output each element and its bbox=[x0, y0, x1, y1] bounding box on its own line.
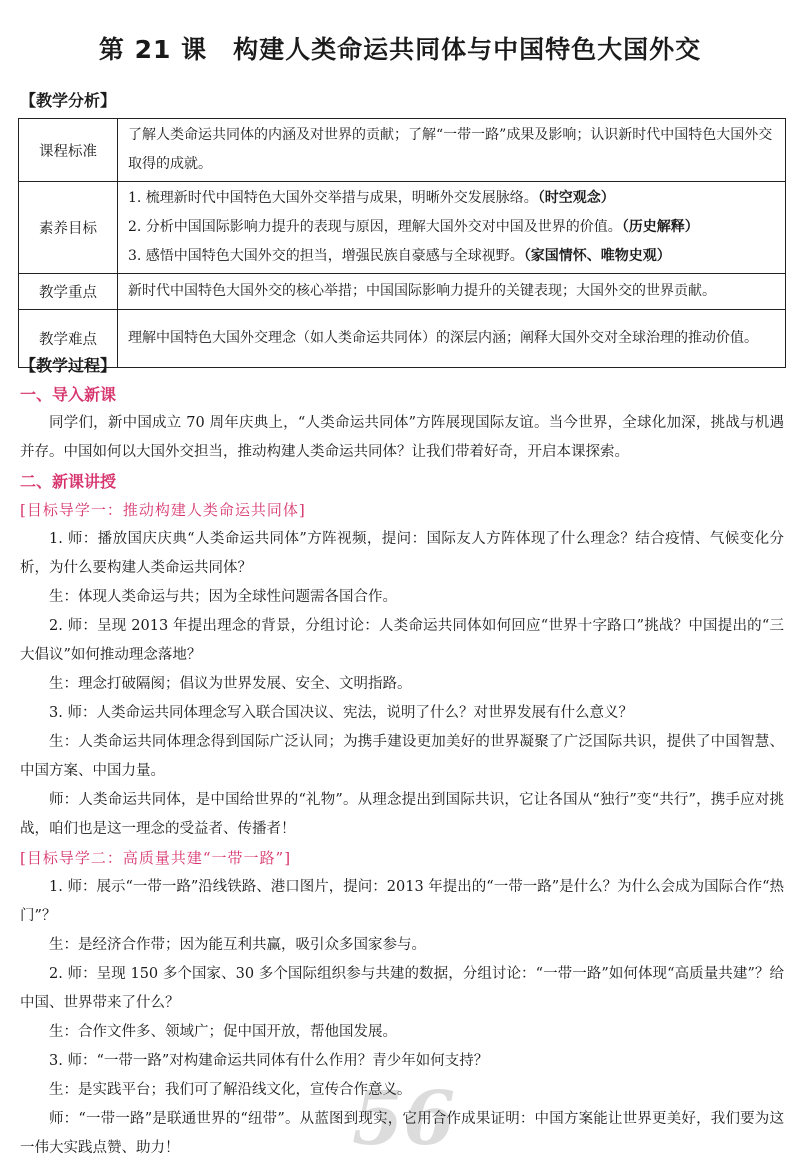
goal2-para: 生：是实践平台；我们可了解沿线文化，宣传合作意义。 bbox=[49, 1082, 412, 1098]
goal1-para: 3. 师：人类命运共同体理念写入联合国决议、宪法，说明了什么？对世界发展有什么意义？ bbox=[49, 705, 633, 721]
goal1-para: 1. 师：播放国庆庆典“人类命运共同体”方阵视频，提问：国际友人方阵体现了什么理念？结合疫情、气候变化分析，为什么要构建人类命运共同体？ bbox=[20, 531, 784, 576]
analysis-table bbox=[18, 118, 786, 368]
row-literacy bbox=[19, 182, 786, 274]
page-number: 56 bbox=[352, 1076, 455, 1162]
goal-two-label: [目标导学二：高质量共建“一带一路”] bbox=[20, 849, 292, 867]
goal-one-label: [目标导学一：推动构建人类命运共同体] bbox=[20, 501, 306, 519]
goal2-para: 1. 师：展示“一带一路”沿线铁路、港口图片，提问：2013 年提出的“一带一路”是什么？为什么会成为国际合作“热门”？ bbox=[20, 879, 785, 924]
goal1-para: 2. 师：呈现 2013 年提出理念的背景，分组讨论：人类命运共同体如何回应“世界十字路口”挑战？中国提出的“三大倡议”如何推动理念落地？ bbox=[20, 618, 784, 663]
goal1-para: 生：人类命运共同体理念得到国际广泛认同；为携手建设更加美好的世界凝聚了广泛国际共识，提供了中国智慧、中国方案、中国力量。 bbox=[20, 734, 784, 779]
goal2-para: 3. 师：“一带一路”对构建命运共同体有什么作用？青少年如何支持？ bbox=[49, 1053, 489, 1069]
literacy-label: 素养目标 bbox=[19, 182, 118, 274]
goal2-para: 师：“一带一路”是联通世界的“纽带”。从蓝图到现实，它用合作成果证明：中国方案能让世界更美好，我们要为这一伟大实践点赞、助力！ bbox=[20, 1111, 784, 1156]
standard-text: 了解人类命运共同体的内涵及对世界的贡献；了解“一带一路”成果及影响；认识新时代中国特色大国外交取得的成就。 bbox=[118, 119, 786, 182]
page-title bbox=[0, 30, 800, 66]
standard-label: 课程标准 bbox=[19, 119, 118, 182]
goal1-para: 师：人类命运共同体，是中国给世界的“礼物”。从理念提出到国际共识，它让各国从“独行”变“共行”，携手应对挑战，咱们也是这一理念的受益者、传播者！ bbox=[20, 792, 784, 837]
process-heading: 【教学过程】 bbox=[20, 356, 117, 375]
intro-paragraph: 同学们，新中国成立 70 周年庆典上，“人类命运共同体”方阵展现国际友谊。当今世界，全球化加深，挑战与机遇并存。中国如何以大国外交担当，推动构建人类命运共同体？让我们带着好奇，开启本课探索。 bbox=[20, 415, 784, 460]
goal2-para: 2. 师：呈现 150 多个国家、30 多个国际组织参与共建的数据，分组讨论：“一带一路”如何体现“高质量共建”？给中国、世界带来了什么？ bbox=[20, 966, 784, 1011]
goal2-para: 生：合作文件多、领域广；促中国开放，帮他国发展。 bbox=[49, 1024, 397, 1040]
analysis-heading: 【教学分析】 bbox=[20, 91, 117, 110]
goal1-para: 生：理念打破隔阂；倡议为世界发展、安全、文明指路。 bbox=[49, 676, 412, 692]
goal1-para: 生：体现人类命运与共；因为全球性问题需各国合作。 bbox=[49, 589, 397, 605]
key-label: 教学重点 bbox=[19, 274, 118, 310]
lesson-title: 构建人类命运共同体与中国特色大国外交 bbox=[233, 35, 702, 64]
literacy-item: 1. 梳理新时代中国特色大国外交举措与成果，明晰外交发展脉络。（时空观念） bbox=[128, 190, 615, 206]
difficulty-label: 教学难点 bbox=[19, 310, 118, 368]
teaching-process bbox=[20, 352, 784, 1163]
goal2-para: 生：是经济合作带；因为能互利共赢，吸引众多国家参与。 bbox=[49, 937, 426, 953]
intro-heading: 一、导入新课 bbox=[20, 385, 117, 404]
row-standard bbox=[19, 119, 786, 182]
lesson-number: 第 21 课 bbox=[98, 35, 208, 64]
literacy-item: 2. 分析中国国际影响力提升的表现与原因，理解大国外交对中国及世界的价值。（历史解释） bbox=[128, 219, 699, 235]
difficulty-text: 理解中国特色大国外交理念（如人类命运共同体）的深层内涵；阐释大国外交对全球治理的推动价值。 bbox=[118, 310, 786, 368]
row-key bbox=[19, 274, 786, 310]
literacy-cell bbox=[118, 182, 786, 274]
key-text: 新时代中国特色大国外交的核心举措；中国国际影响力提升的关键表现；大国外交的世界贡献。 bbox=[118, 274, 786, 310]
literacy-item: 3. 感悟中国特色大国外交的担当，增强民族自豪感与全球视野。（家国情怀、唯物史观） bbox=[128, 248, 671, 264]
lesson-heading: 二、新课讲授 bbox=[20, 472, 117, 491]
